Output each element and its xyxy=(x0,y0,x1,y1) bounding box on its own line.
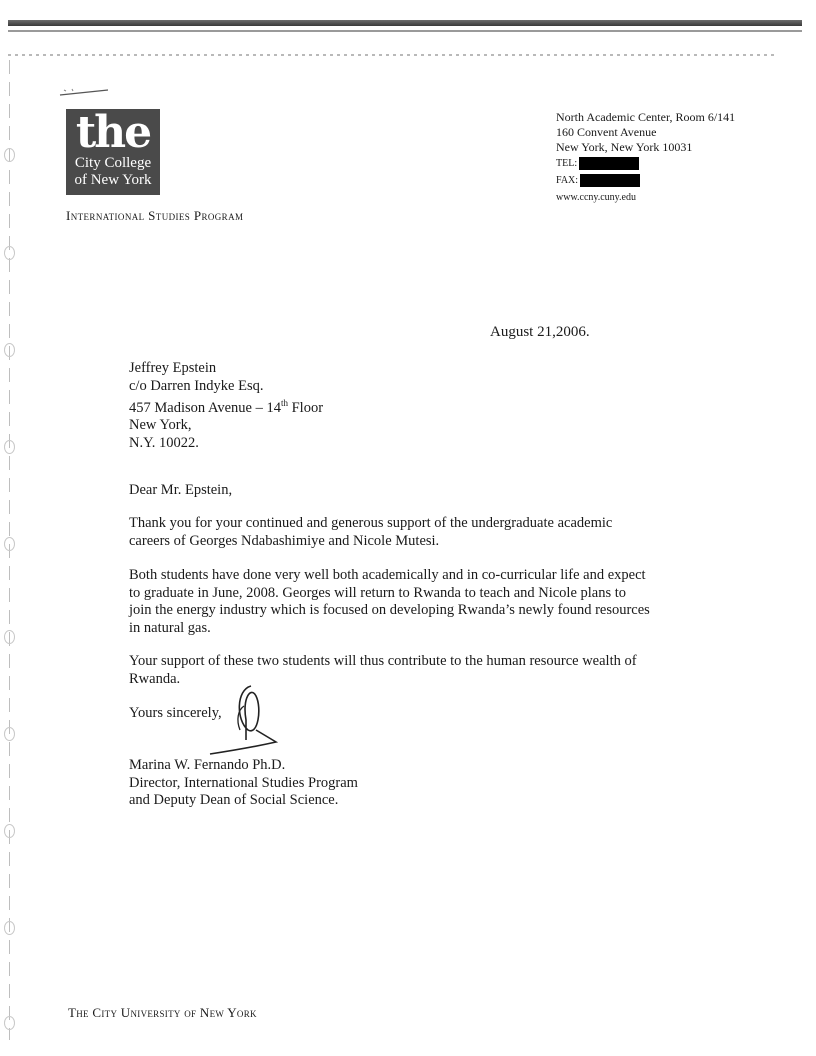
punch-hole-mark xyxy=(4,1016,15,1030)
paragraph-line: Both students have done very well both academically and in co-curricular life and expect xyxy=(129,567,646,583)
street-text: 457 Madison Avenue – 14 xyxy=(129,399,281,416)
punch-hole-mark xyxy=(4,440,15,454)
scan-top-band xyxy=(8,20,802,26)
recipient-street xyxy=(129,395,323,417)
recipient-city: New York, xyxy=(129,417,192,434)
paragraph-line: to graduate in June, 2008. Georges will return to Rwanda to teach and Nicole plans to xyxy=(129,584,627,601)
address-line-3: New York, New York 10031 xyxy=(556,140,693,154)
signature xyxy=(196,680,286,760)
punch-hole-mark xyxy=(4,246,15,260)
paragraph-2 xyxy=(129,567,650,637)
closing: Yours sincerely, xyxy=(129,705,222,721)
street-superscript: th xyxy=(280,398,288,408)
salutation: Dear Mr. Epstein, xyxy=(129,482,233,498)
punch-hole-mark xyxy=(4,148,15,162)
punch-hole-mark xyxy=(4,537,15,551)
paragraph-line: Your support of these two students will thus contribute to the human resource wealth of xyxy=(129,653,637,669)
fax-row xyxy=(556,173,735,188)
punch-hole-mark xyxy=(4,343,15,357)
paragraph-line: join the energy industry which is focused on developing Rwanda’s newly found resources xyxy=(129,602,650,618)
recipient-state-zip: N.Y. 10022. xyxy=(129,434,199,451)
paragraph-1 xyxy=(129,515,612,550)
letter-date: August 21,2006. xyxy=(490,324,590,340)
tel-label: TEL: xyxy=(556,158,578,169)
signatory-name: Marina W. Fernando Ph.D. xyxy=(129,757,286,773)
logo-line-1: City College xyxy=(74,155,152,171)
program-name: International Studies Program xyxy=(66,208,244,223)
scan-top-line xyxy=(8,30,802,32)
college-logo xyxy=(66,109,160,195)
punch-hole-mark xyxy=(4,630,15,644)
redaction-bar xyxy=(580,174,640,187)
recipient-care-of: c/o Darren Indyke Esq. xyxy=(129,377,264,394)
address-block xyxy=(556,110,735,205)
paragraph-line: Thank you for your continued and generous support of the undergraduate academic xyxy=(129,515,613,531)
website: www.ccny.cuny.edu xyxy=(556,192,636,203)
address-line-1: North Academic Center, Room 6/141 xyxy=(556,110,736,124)
paragraph-line: Rwanda. xyxy=(129,670,181,687)
tel-row xyxy=(556,156,735,171)
footer-university: The City University of New York xyxy=(68,1005,257,1020)
punch-hole-mark xyxy=(4,824,15,838)
signatory-title-2: and Deputy Dean of Social Science. xyxy=(129,792,339,808)
punch-hole-mark xyxy=(4,727,15,741)
address-line-2: 160 Convent Avenue xyxy=(556,125,657,139)
logo-line-2: of New York xyxy=(74,172,152,188)
street-floor: Floor xyxy=(287,399,324,416)
signatory-title-1: Director, International Studies Program xyxy=(129,774,358,791)
punch-hole-mark xyxy=(4,921,15,935)
paragraph-line: in natural gas. xyxy=(129,619,211,636)
logo-mark: the xyxy=(75,107,151,158)
paragraph-line: careers of Georges Ndabashimiye and Nicole Mutesi. xyxy=(129,532,440,549)
recipient-name: Jeffrey Epstein xyxy=(129,360,217,376)
signatory-block xyxy=(129,757,358,810)
recipient-block xyxy=(129,360,323,452)
fax-label: FAX: xyxy=(556,175,579,186)
redaction-bar xyxy=(579,157,639,170)
scan-dotted-line xyxy=(8,54,778,56)
pen-scribble xyxy=(58,86,114,98)
